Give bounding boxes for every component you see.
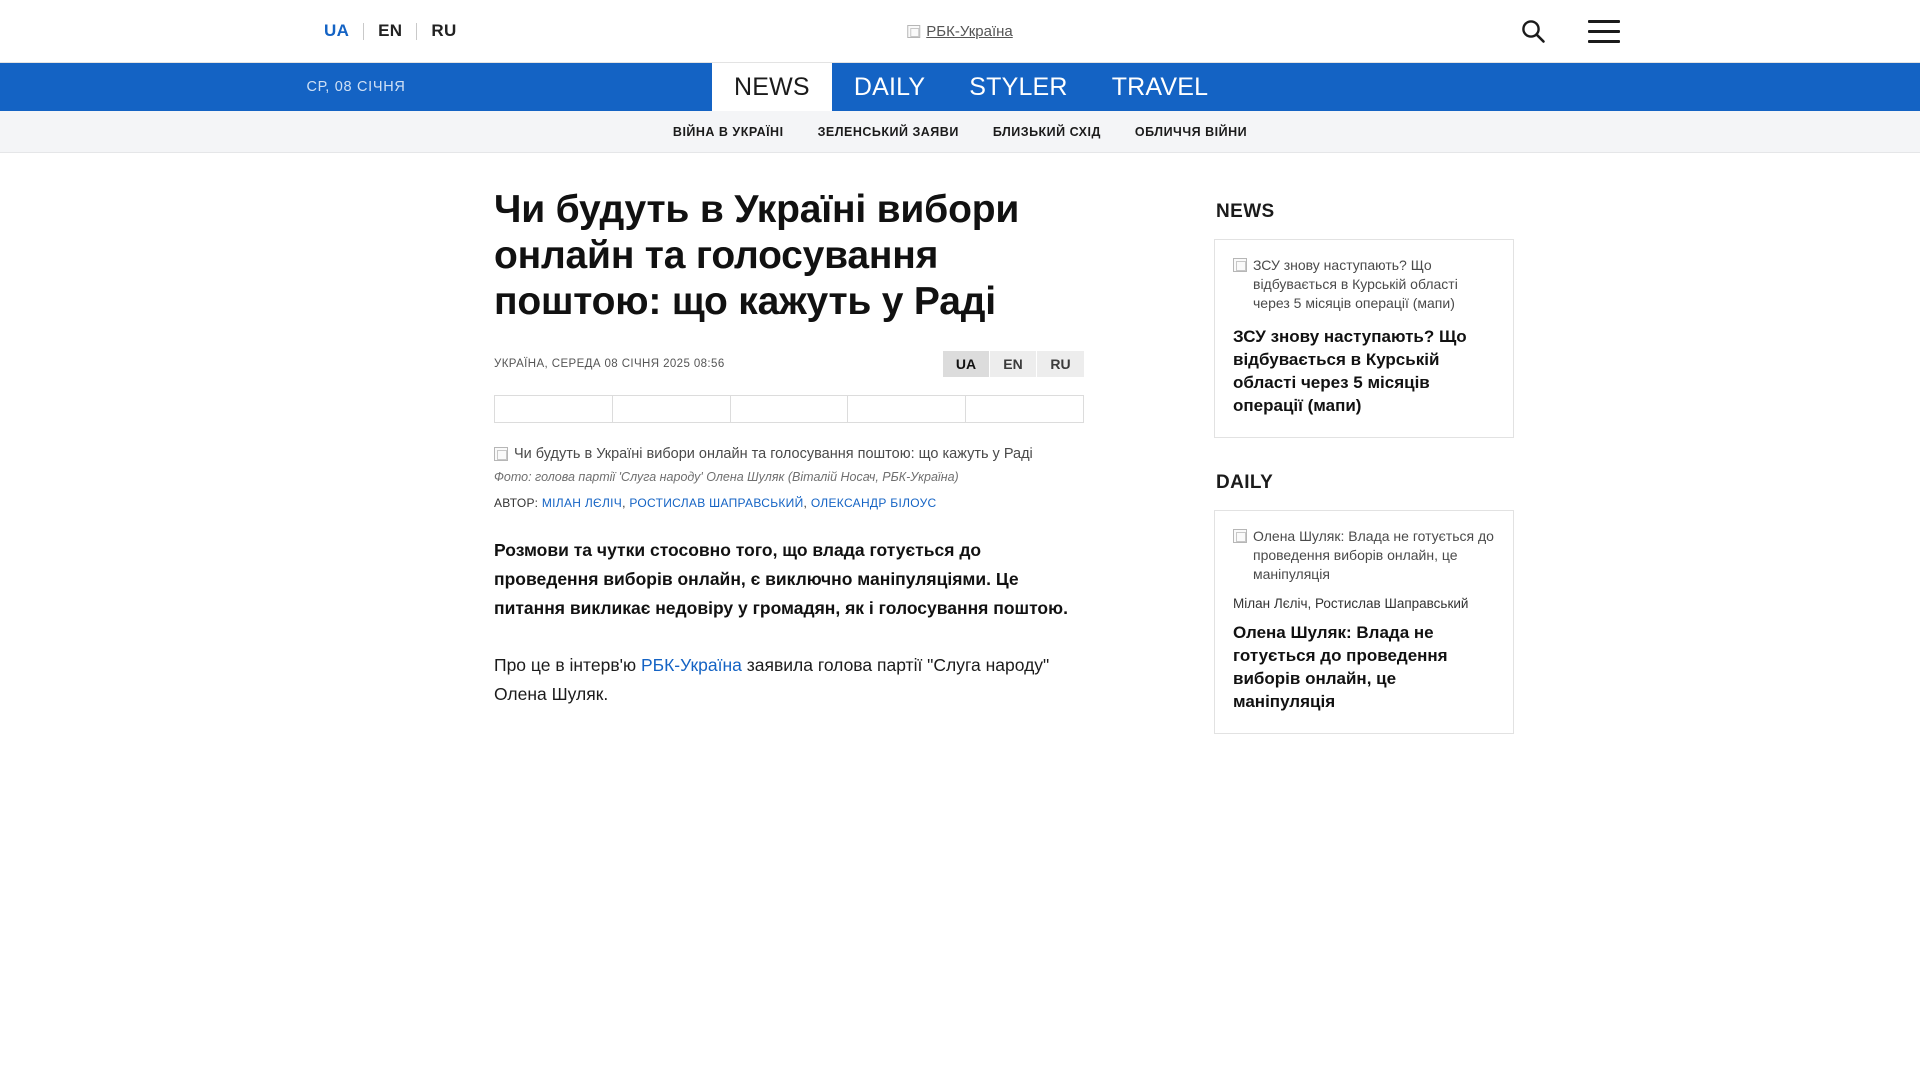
share-button-slot[interactable] [731, 396, 849, 422]
sidebar-block-title-news: NEWS [1216, 201, 1275, 222]
article-language-ua[interactable]: UA [943, 351, 990, 377]
hamburger-line [1588, 30, 1620, 33]
topic-link-faces-of-war[interactable]: ОБЛИЧЧЯ ВІЙНИ [1134, 124, 1248, 139]
article-hero-image-alt: Чи будуть в Україні вибори онлайн та голосування поштою: що кажуть у Раді [514, 446, 1033, 462]
paragraph-text-after-link: заявила голова партії "Слуга народу" Олена Шуляк. [494, 655, 1050, 704]
comma: , [803, 496, 808, 510]
search-icon [1520, 18, 1546, 44]
share-button-slot[interactable] [848, 396, 966, 422]
article-language-en[interactable]: EN [990, 351, 1037, 377]
article-authors [494, 496, 1084, 510]
article-lead: Розмови та чутки стосовно того, що влада готується до проведення виборів онлайн, є виключно маніпуляціями. Це питання викликає недовіру у громадян, як і голосування поштою. [494, 540, 1068, 618]
tab-daily[interactable]: DAILY [853, 72, 926, 101]
sidebar-card-daily[interactable] [1214, 510, 1514, 734]
broken-image-icon [1233, 529, 1247, 543]
sidebar-card-news[interactable] [1214, 239, 1514, 438]
site-language-en[interactable]: EN [378, 21, 403, 40]
comma: , [622, 496, 626, 510]
article-language-switch [943, 351, 1084, 377]
topic-link-war-in-ukraine[interactable]: ВІЙНА В УКРАЇНІ [672, 124, 784, 139]
top-bar-actions [1520, 18, 1620, 44]
share-button-slot[interactable] [495, 396, 613, 422]
author-link-2[interactable]: РОСТИСЛАВ ШАПРАВСЬКИЙ [629, 496, 804, 510]
article-hero-image [494, 445, 1084, 464]
author-link-1[interactable]: МІЛАН ЛЄЛІЧ [541, 496, 623, 510]
hamburger-line [1588, 40, 1620, 43]
topic-link-middle-east[interactable]: БЛИЗЬКИЙ СХІД [992, 124, 1101, 139]
broken-image-icon [907, 25, 920, 38]
sidebar-card-image-alt: Олена Шуляк: Влада не готується до проведення виборів онлайн, це маніпуляція [1253, 528, 1494, 582]
hamburger-line [1588, 20, 1620, 23]
sidebar-block-daily [1214, 472, 1514, 734]
search-button[interactable] [1520, 18, 1546, 44]
share-buttons-row [494, 395, 1084, 423]
hamburger-menu-button[interactable] [1588, 20, 1620, 43]
page-title: Чи будуть в Україні вибори онлайн та голосування поштою: що кажуть у Раді [494, 188, 1020, 323]
photo-credit: Фото: голова партії 'Слуга народу' Олена Шуляк (Віталій Носач, РБК-Україна) [494, 470, 959, 484]
article-timestamp: УКРАЇНА, СЕРЕДА 08 СІЧНЯ 2025 08:56 [494, 358, 725, 370]
broken-image-icon [494, 447, 508, 461]
page-content [0, 153, 1920, 768]
site-logo[interactable] [907, 23, 1012, 40]
sidebar-card-image [1233, 527, 1495, 584]
primary-nav-bar [0, 63, 1920, 111]
share-button-slot[interactable] [966, 396, 1083, 422]
section-tabs [712, 63, 1230, 111]
sidebar-block-news [1214, 201, 1514, 438]
sidebar-card-image-alt: ЗСУ знову наступають? Що відбувається в Курській області через 5 місяців операції (мапи) [1253, 257, 1458, 311]
sidebar-block-title-daily: DAILY [1216, 472, 1274, 493]
paragraph-text-before-link: Про це в інтерв'ю [494, 655, 641, 675]
site-logo-alt-text: РБК-Україна [926, 22, 1013, 40]
sidebar-card-title-link[interactable]: Олена Шуляк: Влада не готується до проведення виборів онлайн, це маніпуляція [1233, 623, 1448, 711]
site-language-switch [310, 21, 471, 41]
tab-news[interactable]: NEWS [712, 63, 832, 111]
tab-styler[interactable]: STYLER [969, 72, 1068, 101]
article-paragraph [494, 651, 1084, 709]
site-language-ru[interactable]: RU [431, 21, 457, 40]
tab-travel[interactable]: TRAVEL [1111, 72, 1209, 101]
author-link-3[interactable]: ОЛЕКСАНДР БІЛОУС [810, 496, 937, 510]
site-language-ua[interactable]: UA [324, 21, 350, 40]
share-button-slot[interactable] [613, 396, 731, 422]
sidebar-card-image [1233, 256, 1495, 313]
current-date-label: СР, 08 СІЧНЯ [306, 79, 406, 95]
sidebar-card-title-link[interactable]: ЗСУ знову наступають? Що відбувається в Курській області через 5 місяців операції (мапи) [1233, 327, 1467, 415]
topic-nav-bar [0, 111, 1920, 153]
article-meta-row [494, 351, 1084, 377]
sidebar-card-authors: Мілан Лєліч, Ростислав Шаправський [1233, 596, 1469, 611]
article-language-ru[interactable]: RU [1037, 351, 1084, 377]
broken-image-icon [1233, 258, 1247, 272]
inline-link-rbc-ukraine[interactable]: РБК-Україна [640, 655, 742, 675]
article-main [494, 187, 1084, 768]
top-bar [0, 0, 1920, 63]
topic-link-zelensky-statements[interactable]: ЗЕЛЕНСЬКИЙ ЗАЯВИ [817, 124, 959, 139]
sidebar [1214, 187, 1514, 768]
author-label: АВТОР: [494, 496, 539, 510]
